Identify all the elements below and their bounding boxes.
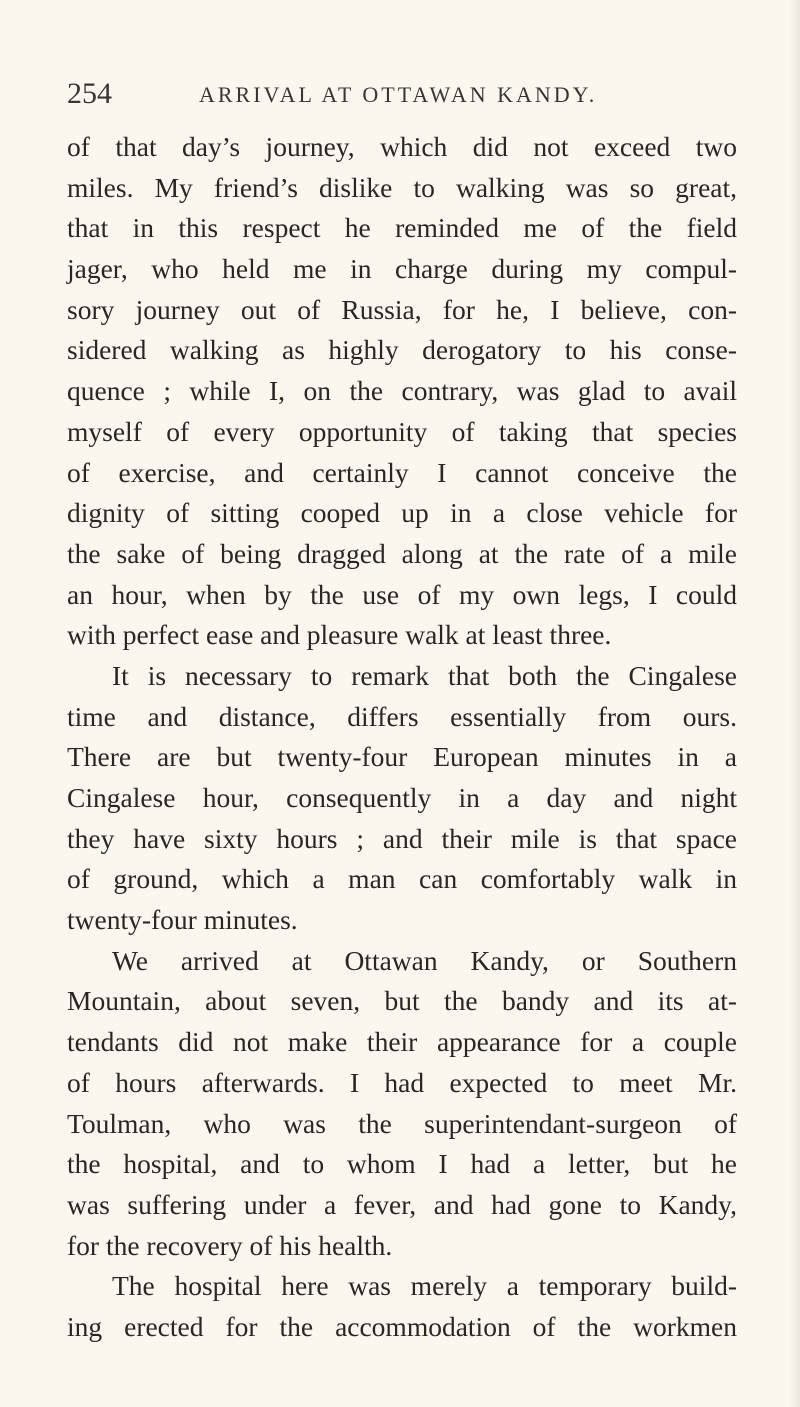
text-line: tendants did not make their appearance for a couple [67,1026,737,1058]
text-line: Toulman, who was the superintendant-surgeon of [67,1107,737,1139]
paragraph-start-line: It is necessary to remark that both the Cingalese [112,659,737,691]
text-line: There are but twenty-four European minutes in a [67,741,737,773]
text-line: myself of every opportunity of taking that species [67,415,737,447]
page-edge-shadow [790,0,800,1407]
text-line: an hour, when by the use of my own legs, I could [67,578,737,610]
text-line: of that day’s journey, which did not exceed two [67,131,737,162]
text-line: Mountain, about seven, but the bandy and its at- [67,985,737,1017]
text-line: the sake of being dragged along at the rate of a mile [67,537,737,569]
text-line: time and distance, differs essentially from ours. [67,700,737,732]
text-line: quence ; while I, on the contrary, was glad to avail [67,375,737,407]
text-line: they have sixty hours ; and their mile is that space [67,822,737,854]
text-line: miles. My friend’s dislike to walking was so great, [67,171,737,203]
running-title: ARRIVAL AT OTTAWAN KANDY. [199,82,598,107]
paragraph-start-line: The hospital here was merely a temporary build- [112,1270,737,1302]
text-line: twenty-four minutes. [67,904,298,936]
text-line: the hospital, and to whom I had a letter, but he [67,1148,737,1180]
text-line: of hours afterwards. I had expected to meet Mr. [67,1066,737,1098]
text-line: jager, who held me in charge during my compul- [67,253,737,285]
text-line: for the recovery of his health. [67,1229,393,1261]
paragraph-start-line: We arrived at Ottawan Kandy, or Southern [112,944,737,976]
text-line: ing erected for the accommodation of the workmen [67,1310,737,1342]
page-header [67,74,747,114]
text-line: was suffering under a fever, and had gone to Kandy, [67,1188,737,1220]
body-text [67,127,737,1348]
text-line: with perfect ease and pleasure walk at least three. [67,619,612,651]
text-line: sidered walking as highly derogatory to his conse- [67,334,737,366]
text-line: of exercise, and certainly I cannot conceive the [67,456,737,488]
text-line: Cingalese hour, consequently in a day and night [67,782,737,813]
text-line: of ground, which a man can comfortably walk in [67,863,737,895]
text-line: dignity of sitting cooped up in a close vehicle for [67,497,737,529]
text-line: that in this respect he reminded me of the field [67,212,737,244]
page-number: 254 [67,77,112,110]
text-line: sory journey out of Russia, for he, I believe, con- [67,293,737,325]
